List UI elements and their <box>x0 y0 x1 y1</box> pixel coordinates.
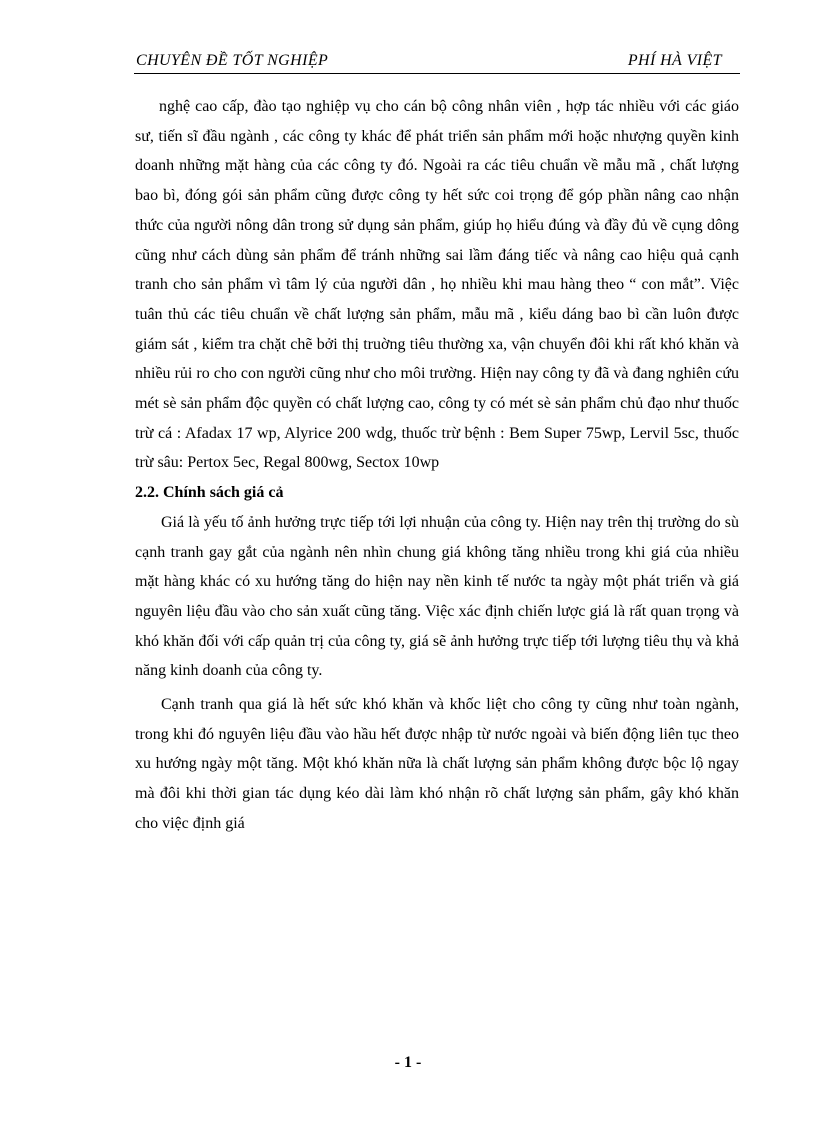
body-paragraph-3: Cạnh tranh qua giá là hết sức khó khăn và khốc liệt cho công ty cũng như toàn ngành, trong khi đó nguyên liệu đầu vào hầu hết được nhập từ nước ngoài và biến động liên tục theo xu hướng ngày một tăng. Một khó khăn nữa là chất lượng sản phẩm không được bộc lộ ngay mà đôi khi thời gian tác dụng kéo dài làm khó nhận rõ chất lượng sản phẩm, gây khó khăn cho việc định giá <box>135 696 739 832</box>
header-author: PHÍ HÀ VIỆT <box>627 52 722 69</box>
header-title: CHUYÊN ĐỀ TỐT NGHIỆP <box>136 52 329 69</box>
body-paragraph-1: nghệ cao cấp, đào tạo nghiệp vụ cho cán bộ công nhân viên , hợp tác nhiều với các giáo sư, tiến sĩ đầu ngành , các công ty khác để phát triển sản phẩm mới hoặc nhượng quyền kinh doanh những mặt hàng của các công ty đó. Ngoài ra các tiêu chuẩn về mẫu mã , chất lượng bao bì, đóng gói sản phẩm cũng được công ty hết sức coi trọng để góp phần nâng cao nhận thức của người nông dân trong sử dụng sản phẩm, giúp họ hiểu đúng và đầy đủ về cụng dông cũng như cách dùng sản phẩm để tránh những sai lầm đáng tiếc và nâng cao hiệu quả cạnh tranh cho sản phẩm vì tâm lý của người dân , họ nhiều khi mau hàng theo “ con mắt”. Việc tuân thủ các tiêu chuẩn về chất lượng sản phẩm, mẫu mã , kiểu dáng bao bì cần luôn được giám sát , kiểm tra chặt chẽ bởi thị truờng tiêu thường xa, vận chuyển đôi khi rất khó khăn và nhiều rủi ro cho con người cũng như cho môi trường. Hiện nay công ty đã và đang nghiên cứu mét sè sản phẩm độc quyền có chất lượng cao, công ty có mét sè sản phẩm chủ đạo như thuốc trừ cá : Afadax 17 wp, Alyrice 200 wdg, thuốc trừ bệnh : Bem Super 75wp, Lervil 5sc, thuốc trừ sâu: Pertox 5ec, Regal 800wg, Sectox 10wp <box>135 98 739 472</box>
body-paragraph-2: Giá là yếu tố ảnh hưởng trực tiếp tới lợi nhuận của công ty. Hiện nay trên thị trường do sù cạnh tranh gay gắt của ngành nên nhìn chung giá không tăng nhiều trong khi giá của nhiều mặt hàng khác có xu hướng tăng do hiện nay nền kinh tế nước ta ngày một phát triển và giá nguyên liệu đầu vào cho sản xuất cũng tăng. Việc xác định chiến lược giá là rất quan trọng và khó khăn đối với cấp quản trị của công ty, giá sẽ ảnh hưởng trực tiếp tới lượng tiêu thụ và khả năng kinh doanh của công ty. <box>135 513 739 680</box>
page-number: - 1 - <box>394 1054 422 1071</box>
page-header <box>134 50 740 74</box>
document-body <box>135 92 739 839</box>
section-heading: 2.2. Chính sách giá cả <box>135 484 284 502</box>
